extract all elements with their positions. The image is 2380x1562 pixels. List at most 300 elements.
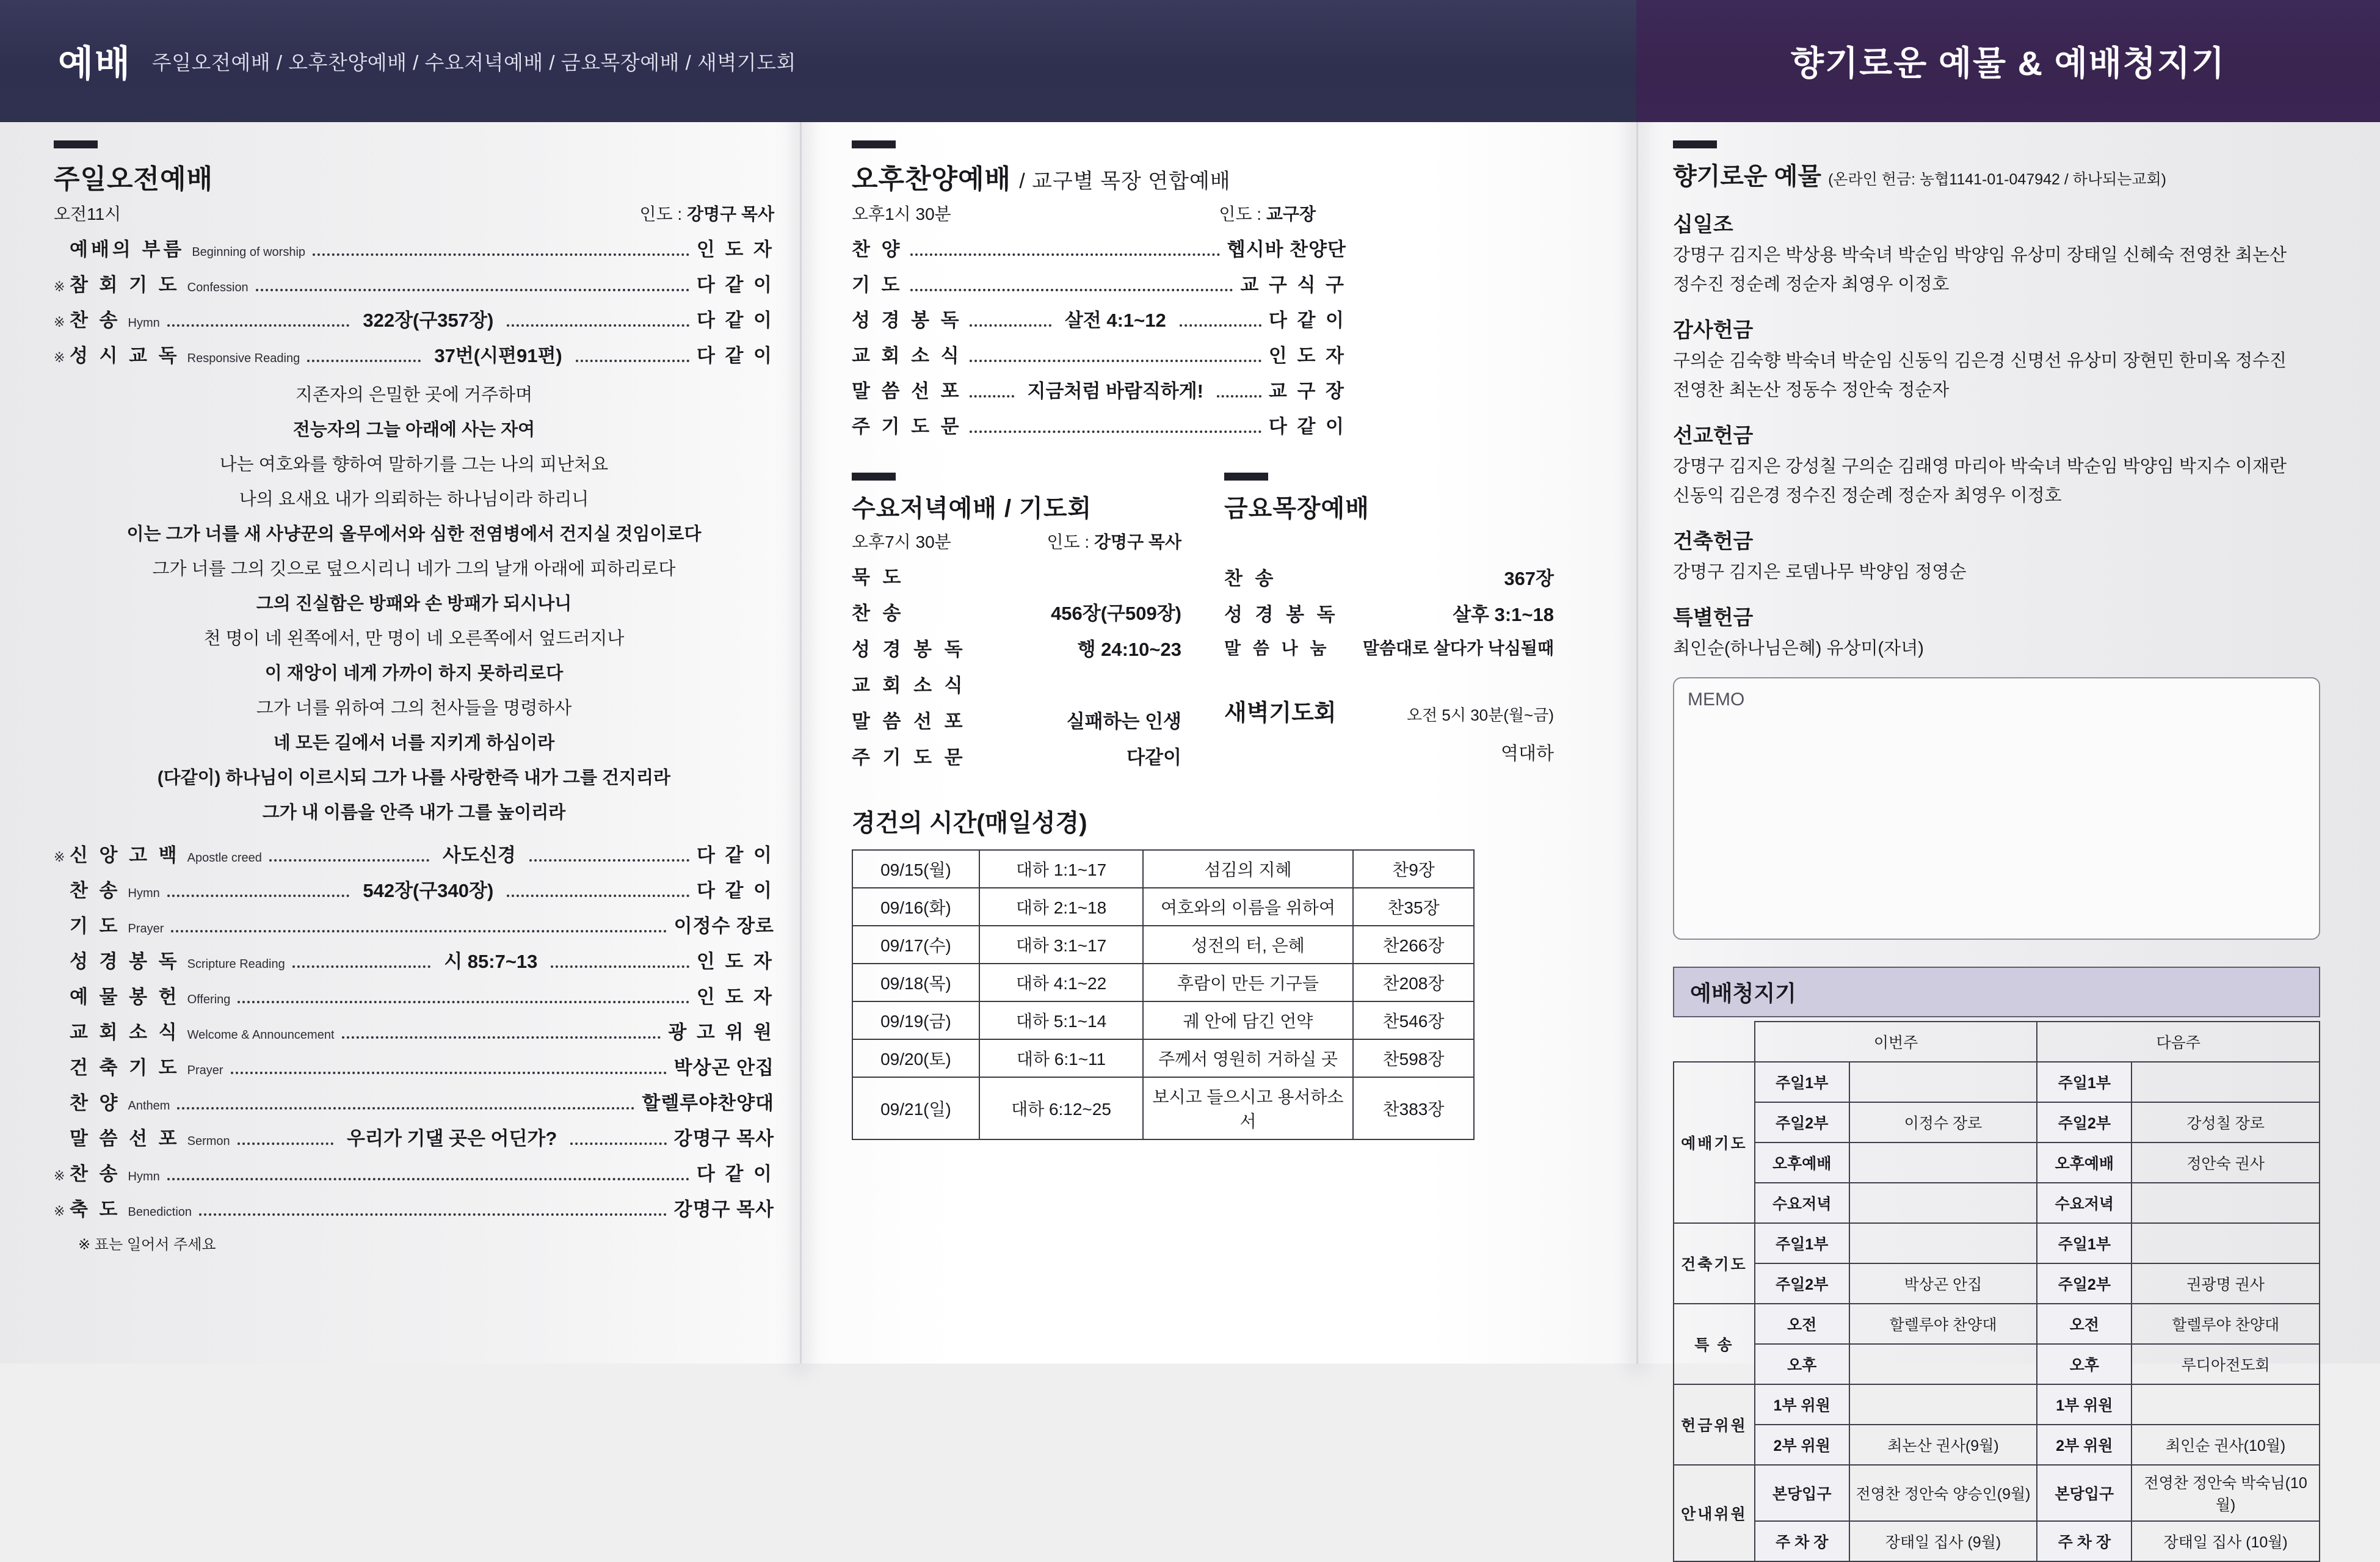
steward-value: 최인순 권사(10월) — [2131, 1425, 2320, 1465]
daily-hymn: 찬598장 — [1353, 1039, 1474, 1077]
sermon-title: 말씀대로 살다가 낙심될때 — [1362, 639, 1554, 658]
offering-names: 강명구 김지은 박상용 박숙녀 박순임 박양임 유상미 장태일 신혜숙 전영찬 최논산 — [1673, 245, 2287, 265]
order-title-en: Hymn — [128, 316, 160, 330]
order-title-en: Prayer — [128, 922, 164, 935]
order-title: 찬 양 — [70, 1092, 121, 1114]
order-title-en: Scripture Reading — [187, 957, 285, 971]
order-person: 다 같 이 — [696, 345, 775, 366]
order-row — [54, 340, 774, 368]
steward-key: 오후 — [2037, 1344, 2131, 1384]
wednesday-leader: 강명구 목사 — [1094, 532, 1181, 551]
steward-value: 전영찬 정안숙 양승인(9월) — [1849, 1465, 2037, 1521]
order-detail: 행 24:10~23 — [1077, 639, 1181, 660]
daily-date: 09/18(목) — [852, 964, 979, 1001]
table-header-row — [1674, 1022, 2320, 1062]
order-title: 찬 송 — [852, 603, 905, 624]
leader-dots — [256, 289, 689, 291]
steward-key: 오후예배 — [2037, 1142, 2131, 1183]
order-title: 기 도 — [70, 915, 121, 937]
steward-value — [2131, 1384, 2320, 1425]
table-row — [1674, 1183, 2320, 1223]
offering-names: 정수진 정순례 정순자 최영우 이정호 — [1673, 275, 1950, 295]
steward-section — [1673, 967, 2351, 1562]
order-title: 찬 송 — [1224, 568, 1277, 589]
table-row — [1674, 1102, 2320, 1142]
steward-key: 1부 위원 — [1755, 1384, 1849, 1425]
steward-key: 주일1부 — [2037, 1062, 2131, 1102]
steward-group-label: 건축기도 — [1674, 1223, 1755, 1304]
wednesday-time: 오후7시 30분 — [852, 532, 951, 551]
steward-value — [2131, 1062, 2320, 1102]
leader-dots — [970, 430, 1261, 433]
leader-dots — [238, 1001, 689, 1003]
order-title-en: Welcome & Announcement — [187, 1028, 335, 1042]
steward-table — [1673, 1021, 2320, 1562]
steward-key: 오전 — [1755, 1304, 1849, 1344]
order-person: 다 같 이 — [1268, 416, 1346, 437]
order-detail: 시 85:7~13 — [444, 951, 538, 972]
order-detail: 367장 — [1504, 568, 1554, 589]
order-detail: 322장(구357장) — [363, 310, 494, 331]
memo-label: MEMO — [1688, 689, 1745, 710]
friday-title: 금요목장예배 — [1224, 495, 1370, 522]
sunday-morning-title: 주일오전예배 — [54, 164, 214, 194]
steward-key: 2부 위원 — [1755, 1425, 1849, 1465]
order-row — [54, 1052, 774, 1080]
order-title: 교 회 소 식 — [852, 675, 967, 696]
afternoon-time: 오후1시 30분 — [852, 205, 951, 223]
order-row — [852, 340, 1346, 368]
leader-dots — [167, 895, 350, 897]
section-tick — [1673, 140, 1717, 148]
steward-key: 본당입구 — [1755, 1465, 1849, 1521]
order-row — [54, 946, 774, 973]
leader-dots — [910, 253, 1220, 256]
offering-group-title: 감사헌금 — [1673, 319, 1754, 343]
order-row — [54, 840, 774, 867]
steward-key: 주일1부 — [2037, 1223, 2131, 1263]
leader-dots — [507, 895, 689, 897]
leader-dots — [1180, 324, 1261, 327]
order-person: 할렐루야찬양대 — [642, 1092, 774, 1114]
sunday-morning-leader: 강명구 목사 — [686, 205, 774, 223]
leader-dots — [171, 930, 666, 932]
offering-online-account: (온라인 헌금: 농협1141-01-047942 / 하나되는교회) — [1828, 171, 2166, 188]
order-title: 교 회 소 식 — [852, 345, 962, 366]
order-row — [852, 376, 1346, 403]
order-mark: ※ — [54, 279, 65, 294]
steward-value: 할렐루야 찬양대 — [1849, 1304, 2037, 1344]
table-row — [1674, 1062, 2320, 1102]
midweek-sections — [852, 473, 1572, 778]
table-row — [852, 964, 1474, 1001]
table-row — [1674, 1384, 2320, 1425]
order-title: 성 경 봉 독 — [852, 310, 962, 331]
steward-value — [1849, 1384, 2037, 1425]
steward-value: 이정수 장로 — [1849, 1102, 2037, 1142]
offering-group-title: 건축헌금 — [1673, 530, 1754, 554]
steward-value — [1849, 1183, 2037, 1223]
header-title: 예배 — [58, 43, 131, 84]
afternoon-order — [852, 234, 1346, 438]
steward-value: 권광명 권사 — [2131, 1263, 2320, 1304]
order-title: 성 경 봉 독 — [1224, 604, 1339, 625]
order-person: 인 도 자 — [1268, 345, 1346, 366]
order-row — [852, 634, 1181, 661]
daily-theme: 보시고 들으시고 용서하소서 — [1143, 1077, 1353, 1139]
order-detail: 37번(시편91편) — [434, 345, 562, 366]
verse-line: 이는 그가 너를 새 사냥꾼의 올무에서와 심한 전염병에서 건지실 것임이로다 — [126, 525, 702, 544]
verse-line: 네 모든 길에서 너를 지키게 하심이라 — [273, 733, 555, 753]
header-left — [0, 0, 1636, 122]
order-mark: ※ — [54, 314, 65, 330]
order-row — [852, 670, 1181, 697]
steward-value — [2131, 1183, 2320, 1223]
leader-dots — [576, 360, 689, 362]
offering-names: 강명구 김지은 강성칠 구의순 김래영 마리아 박숙녀 박순임 박양임 박지수 이재란 — [1673, 457, 2287, 477]
order-row — [54, 1017, 774, 1044]
afternoon-leader-label: 인도 : — [1219, 205, 1262, 223]
table-row — [1674, 1142, 2320, 1183]
table-row — [852, 888, 1474, 926]
order-title-en: Responsive Reading — [187, 352, 300, 365]
leader-dots — [269, 859, 429, 862]
order-person: 이정수 장로 — [673, 915, 774, 937]
steward-key: 수요저녁 — [1755, 1183, 1849, 1223]
verse-line: 전능자의 그늘 아래에 사는 자여 — [292, 420, 535, 440]
steward-key: 오후예배 — [1755, 1142, 1849, 1183]
table-row — [1674, 1344, 2320, 1384]
steward-title: 예배청지기 — [1673, 967, 2320, 1017]
order-title: 신 앙 고 백 — [70, 845, 180, 866]
daily-theme: 후람이 만든 기구들 — [1143, 964, 1353, 1001]
order-row — [852, 742, 1181, 769]
steward-value — [1849, 1344, 2037, 1384]
order-detail: 다같이 — [1127, 747, 1181, 768]
sunday-morning-leader-label: 인도 : — [639, 205, 683, 223]
sunday-morning-time: 오전11시 — [54, 205, 122, 223]
order-title: 말 씀 선 포 — [852, 380, 962, 402]
table-row — [852, 926, 1474, 964]
steward-value: 박상곤 안집 — [1849, 1263, 2037, 1304]
leader-dots — [313, 253, 689, 256]
order-mark: ※ — [54, 350, 65, 365]
table-row — [1674, 1425, 2320, 1465]
daily-date: 09/20(토) — [852, 1039, 979, 1077]
order-mark: ※ — [54, 1168, 65, 1183]
steward-group-label: 예배기도 — [1674, 1062, 1755, 1223]
verse-line: 그가 내 이름을 안즉 내가 그를 높이리라 — [262, 803, 566, 823]
order-title: 찬 송 — [70, 310, 121, 331]
daily-theme: 주께서 영원히 거하실 곳 — [1143, 1039, 1353, 1077]
sunday-morning-order-part2 — [54, 840, 774, 1221]
order-row — [852, 269, 1346, 297]
offering-title: 향기로운 예물 — [1673, 163, 1821, 190]
leader-dots — [570, 1142, 666, 1145]
dawn-prayer-title: 새벽기도회 — [1224, 700, 1337, 726]
leader-dots — [177, 1107, 634, 1110]
daily-date: 09/15(월) — [852, 850, 979, 888]
order-title-en: Anthem — [128, 1099, 170, 1113]
order-title: 찬 송 — [70, 1163, 121, 1185]
order-person: 다 같 이 — [1268, 310, 1347, 331]
steward-key: 주일1부 — [1755, 1223, 1849, 1263]
order-row — [54, 1123, 774, 1150]
verse-line: 그의 진실함은 방패와 손 방패가 되시나니 — [256, 594, 572, 614]
leader-dots — [1217, 395, 1261, 398]
section-tick — [852, 473, 896, 481]
steward-key: 주 차 장 — [1755, 1521, 1849, 1561]
dawn-prayer-time: 오전 5시 30분(월~금) — [1406, 706, 1554, 724]
order-detail: 살전 4:1~12 — [1064, 310, 1166, 331]
offering-names: 최인순(하나님은혜) 유상미(자녀) — [1673, 639, 1924, 659]
section-tick — [852, 140, 896, 148]
steward-key: 오후 — [1755, 1344, 1849, 1384]
steward-value: 루디아전도회 — [2131, 1344, 2320, 1384]
column-sunday-morning — [54, 140, 774, 1254]
order-title: 말 씀 선 포 — [70, 1128, 180, 1149]
order-title-en: Offering — [187, 993, 231, 1006]
order-title-en: Benediction — [128, 1205, 192, 1219]
order-title: 참 회 기 도 — [70, 274, 180, 296]
standing-note: ※ 표는 일어서 주세요 — [78, 1237, 216, 1253]
order-title: 찬 양 — [852, 239, 903, 260]
order-mark: ※ — [54, 849, 65, 865]
daily-theme: 여호와의 이름을 위하여 — [1143, 888, 1353, 926]
column-offerings — [1673, 140, 2351, 1562]
order-title: 축 도 — [70, 1199, 121, 1220]
afternoon-title-sub: / 교구별 목장 연합예배 — [1019, 170, 1231, 193]
daily-devotion-title: 경건의 시간(매일성경) — [852, 810, 1087, 837]
order-row — [852, 598, 1181, 625]
order-title-en: Hymn — [128, 1170, 160, 1183]
wednesday-meta — [852, 529, 1181, 553]
order-title: 묵 도 — [852, 567, 905, 588]
daily-hymn: 찬383장 — [1353, 1077, 1474, 1139]
table-row — [1674, 1304, 2320, 1344]
daily-hymn: 찬35장 — [1353, 888, 1474, 926]
daily-verse: 대하 6:12~25 — [979, 1077, 1143, 1139]
order-row — [54, 981, 774, 1009]
steward-key: 1부 위원 — [2037, 1384, 2131, 1425]
verse-line: 그가 너를 그의 깃으로 덮으시리니 네가 그의 날개 아래에 피하리로다 — [152, 559, 676, 579]
daily-date: 09/17(수) — [852, 926, 979, 964]
steward-group-label: 안내위원 — [1674, 1465, 1755, 1561]
table-row — [1674, 1223, 2320, 1263]
order-row — [1224, 563, 1554, 590]
order-person: 교 구 장 — [1268, 380, 1346, 402]
table-row — [1674, 1465, 2320, 1521]
order-row — [54, 1158, 774, 1186]
offering-group-title: 특별헌금 — [1673, 606, 1754, 630]
page-fold-left — [800, 0, 802, 1364]
steward-col-next-week: 다음주 — [2037, 1022, 2320, 1062]
sermon-title: 실패하는 인생 — [1066, 711, 1181, 732]
order-mark: ※ — [54, 1204, 65, 1219]
order-person: 다 같 이 — [696, 845, 775, 866]
steward-value — [1849, 1062, 2037, 1102]
steward-value: 장태일 집사 (10월) — [2131, 1521, 2320, 1561]
order-person: 교 구 식 구 — [1240, 274, 1346, 296]
afternoon-meta — [852, 201, 1316, 225]
order-person: 헵시바 찬양단 — [1227, 239, 1346, 260]
steward-group-label: 특 송 — [1674, 1304, 1755, 1384]
leader-dots — [970, 324, 1051, 327]
section-tick — [1224, 473, 1268, 481]
steward-value — [2131, 1223, 2320, 1263]
table-row — [852, 1001, 1474, 1039]
sunday-morning-meta — [54, 201, 774, 225]
daily-hymn: 찬9장 — [1353, 850, 1474, 888]
order-row — [852, 706, 1181, 733]
leader-dots — [529, 859, 689, 862]
order-title-en: Sermon — [187, 1135, 230, 1148]
leader-dots — [970, 395, 1014, 398]
offering-group-title: 선교헌금 — [1673, 424, 1754, 448]
order-detail: 542장(구340장) — [363, 880, 494, 901]
table-row — [1674, 1521, 2320, 1561]
leader-dots — [167, 324, 350, 327]
verse-line: 지존자의 은밀한 곳에 거주하며 — [295, 385, 533, 405]
offering-group-title: 십일조 — [1673, 213, 1733, 236]
steward-key: 주일2부 — [1755, 1263, 1849, 1304]
order-person: 강명구 목사 — [673, 1128, 775, 1149]
order-row — [54, 1194, 774, 1221]
header-right-title: 향기로운 예물 & 예배청지기 — [1790, 44, 2226, 82]
order-title: 건 축 기 도 — [70, 1057, 180, 1078]
order-row — [54, 305, 774, 332]
order-row — [852, 305, 1346, 332]
section-tick — [54, 140, 98, 148]
daily-theme: 궤 안에 담긴 언약 — [1143, 1001, 1353, 1039]
order-person: 광 고 위 원 — [668, 1022, 774, 1043]
order-person: 인 도 자 — [696, 951, 774, 972]
order-title: 기 도 — [852, 274, 903, 296]
daily-verse: 대하 3:1~17 — [979, 926, 1143, 964]
order-title: 주 기 도 문 — [852, 747, 967, 768]
verse-line: 나는 여호와를 향하여 말하기를 그는 나의 피난처요 — [219, 455, 609, 474]
order-row — [852, 562, 1181, 589]
daily-date: 09/19(금) — [852, 1001, 979, 1039]
order-row — [54, 875, 774, 903]
steward-col-this-week: 이번주 — [1755, 1022, 2037, 1062]
daily-verse: 대하 1:1~17 — [979, 850, 1143, 888]
daily-verse: 대하 4:1~22 — [979, 964, 1143, 1001]
header-subtitle: 주일오전예배 / 오후찬양예배 / 수요저녁예배 / 금요목장예배 / 새벽기도회 — [151, 51, 796, 74]
order-row — [852, 411, 1346, 438]
order-title: 교 회 소 식 — [70, 1022, 180, 1043]
steward-key: 오전 — [2037, 1304, 2131, 1344]
steward-key: 2부 위원 — [2037, 1425, 2131, 1465]
daily-hymn: 찬208장 — [1353, 964, 1474, 1001]
afternoon-title — [852, 157, 1572, 196]
steward-key: 수요저녁 — [2037, 1183, 2131, 1223]
order-title: 예배의 부름 — [70, 239, 185, 260]
order-title: 주 기 도 문 — [852, 416, 962, 437]
daily-devotion-table — [852, 849, 1475, 1140]
offering-names: 전영찬 최논산 정동수 정안숙 정순자 — [1673, 380, 1950, 401]
sunday-morning-order-part1 — [54, 234, 774, 368]
leader-dots — [231, 1072, 667, 1074]
order-row — [54, 269, 774, 297]
afternoon-leader: 교구장 — [1266, 205, 1316, 223]
order-row — [54, 910, 774, 938]
leader-dots — [238, 1142, 333, 1145]
daily-hymn: 찬546장 — [1353, 1001, 1474, 1039]
table-row — [852, 1039, 1474, 1077]
steward-value: 정안숙 권사 — [2131, 1142, 2320, 1183]
steward-key: 주일2부 — [1755, 1102, 1849, 1142]
daily-hymn: 찬266장 — [1353, 926, 1474, 964]
memo-box[interactable] — [1673, 677, 2320, 940]
order-row — [1224, 599, 1554, 627]
steward-key: 주일2부 — [2037, 1263, 2131, 1304]
order-row — [54, 234, 774, 261]
wednesday-leader-label: 인도 : — [1047, 532, 1090, 551]
wednesday-section — [852, 473, 1181, 778]
steward-value — [1849, 1142, 2037, 1183]
order-person: 다 같 이 — [696, 274, 774, 296]
order-title: 성 경 봉 독 — [852, 639, 967, 660]
daily-verse: 대하 2:1~18 — [979, 888, 1143, 926]
daily-date: 09/16(화) — [852, 888, 979, 926]
daily-verse: 대하 6:1~11 — [979, 1039, 1143, 1077]
steward-key: 주 차 장 — [2037, 1521, 2131, 1561]
leader-dots — [342, 1036, 661, 1039]
page-fold-right — [1636, 0, 1638, 1364]
steward-value: 최논산 권사(9월) — [1849, 1425, 2037, 1465]
order-title-en: Hymn — [128, 887, 160, 900]
verse-line: 나의 요새요 내가 의뢰하는 하나님이라 하리니 — [239, 490, 589, 509]
order-title-en: Beginning of worship — [192, 245, 306, 259]
verse-line: 그가 너를 위하여 그의 천사들을 명령하사 — [256, 699, 572, 718]
daily-theme: 성전의 터, 은혜 — [1143, 926, 1353, 964]
column-afternoon — [852, 140, 1572, 1140]
steward-value: 전영찬 정안숙 박숙님(10월) — [2131, 1465, 2320, 1521]
order-person: 박상곤 안집 — [673, 1057, 774, 1078]
order-title-en: Prayer — [187, 1064, 223, 1077]
leader-dots — [199, 1213, 667, 1216]
steward-group-label: 헌금위원 — [1674, 1384, 1755, 1465]
offering-title-line — [1673, 157, 2351, 192]
order-title: 말 씀 나 눔 — [1224, 639, 1330, 658]
verse-line: 천 명이 네 왼쪽에서, 만 명이 네 오른쪽에서 엎드러지나 — [203, 629, 625, 648]
responsive-reading-text — [54, 381, 774, 824]
order-title: 예 물 봉 헌 — [70, 986, 180, 1008]
order-title: 성 시 교 독 — [70, 345, 180, 366]
order-detail: 사도신경 — [443, 845, 516, 866]
order-row — [54, 1088, 774, 1115]
daily-theme: 섬김의 지혜 — [1143, 850, 1353, 888]
leader-dots — [307, 360, 421, 362]
order-row — [852, 234, 1346, 261]
order-person: 다 같 이 — [696, 880, 775, 901]
dawn-prayer-row — [1224, 694, 1554, 727]
steward-key: 주일2부 — [2037, 1102, 2131, 1142]
order-title-en: Confession — [187, 281, 249, 294]
leader-dots — [910, 289, 1233, 291]
header-right — [1636, 0, 2380, 122]
dawn-prayer-book: 역대하 — [1501, 744, 1554, 764]
order-person: 인 도 자 — [696, 239, 774, 260]
verse-line: (다같이) 하나님이 이르시되 그가 나를 사랑한즉 내가 그를 건지리라 — [157, 768, 671, 788]
order-title: 말 씀 선 포 — [852, 711, 967, 732]
offering-names: 강명구 김지은 로뎀나무 박양임 정영순 — [1673, 562, 1967, 583]
order-detail: 456장(구509장) — [1051, 603, 1181, 624]
steward-value: 강성칠 장로 — [2131, 1102, 2320, 1142]
steward-key: 주일1부 — [1755, 1062, 1849, 1102]
leader-dots — [292, 965, 431, 968]
